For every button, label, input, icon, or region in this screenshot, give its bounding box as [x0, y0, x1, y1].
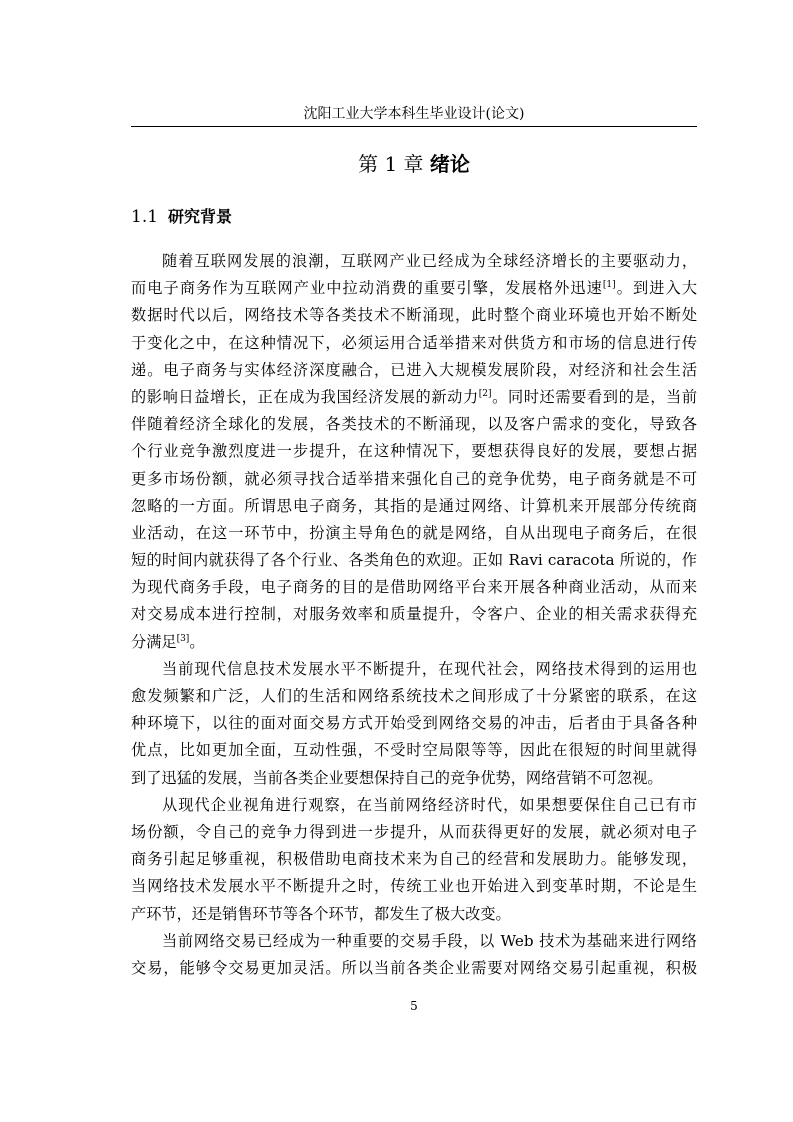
- line-text: 递。电子商务与实体经济深度融合，已进入大规模发展阶段，对经济和社会生活: [131, 360, 697, 379]
- line-text: 忽略的一方面。所谓思电子商务，其指的是通过网络、计算机来开展部分传统商: [131, 496, 697, 515]
- line-text: 对交易成本进行控制，对服务效率和质量提升，令客户、企业的相关需求获得充: [131, 605, 697, 624]
- text-line: [131, 792, 697, 819]
- text-line: [131, 901, 697, 928]
- text-line: [131, 737, 697, 764]
- citation-ref: [2]: [478, 388, 492, 399]
- line-text: 伴随着经济全球化的发展，各类技术的不断涌现，以及客户需求的变化，导致各: [131, 415, 697, 434]
- text-line: [131, 928, 697, 955]
- section-heading: [131, 203, 232, 231]
- chapter-number: 第 1 章: [358, 152, 424, 176]
- chapter-title: [131, 150, 697, 178]
- section-title-text: 研究背景: [168, 207, 233, 226]
- chapter-title-text: 绪论: [429, 152, 470, 176]
- text-line: [131, 683, 697, 710]
- line-text: 当前现代信息技术发展水平不断提升，在现代社会，网络技术得到的运用也: [162, 659, 697, 678]
- text-line: [131, 574, 697, 601]
- text-line: [131, 493, 697, 520]
- line-text: 当前网络交易已经成为一种重要的交易手段，以 Web 技术为基础来进行网络: [162, 931, 697, 950]
- line-text-continued: 。: [189, 632, 205, 651]
- text-line: [131, 710, 697, 737]
- text-line: [131, 248, 697, 275]
- line-text: 从现代企业视角进行观察，在当前网络经济时代，如果想要保住自己已有市: [162, 795, 697, 814]
- text-line: [131, 438, 697, 465]
- text-line: [131, 819, 697, 846]
- text-line: [131, 275, 697, 302]
- line-text-continued: 。到进入大: [615, 279, 697, 298]
- section-number: 1.1: [131, 207, 159, 227]
- text-line: [131, 656, 697, 683]
- text-line: [131, 846, 697, 873]
- text-line: [131, 629, 697, 656]
- line-text: 愈发频繁和广泛，人们的生活和网络系统技术之间形成了十分紧密的联系，在这: [131, 687, 697, 705]
- line-text: 于变化之中，在这种情况下，必须运用合适举措来对供货方和市场的信息进行传: [131, 333, 697, 352]
- line-text: 个行业竞争激烈度进一步提升，在这种情况下，要想获得良好的发展，要想占据: [131, 442, 697, 461]
- line-text: 分满足: [131, 632, 177, 651]
- line-text: 产环节，还是销售环节等各个环节，都发生了极大改变。: [131, 904, 511, 923]
- line-text: 更多市场份额，就必须寻找合适举措来强化自己的竞争优势，电子商务就是不可: [131, 469, 697, 488]
- line-text: 的影响日益增长，正在成为我国经济发展的新动力: [131, 387, 479, 406]
- text-line: [131, 520, 697, 547]
- running-header: 沈阳工业大学本科生毕业设计(论文): [303, 106, 525, 122]
- text-line: [131, 357, 697, 384]
- text-line: [131, 302, 697, 329]
- text-line: [131, 330, 697, 357]
- text-line: [131, 466, 697, 493]
- line-text: 数据时代以后，网络技术等各类技术不断涌现，此时整个商业环境也开始不断处: [131, 306, 697, 325]
- citation-ref: [3]: [176, 633, 190, 644]
- line-text: 业活动，在这一环节中，扮演主导角色的就是网络，自从出现电子商务后，在很: [131, 523, 697, 542]
- line-text: 而电子商务作为互联网产业中拉动消费的重要引擎，发展格外迅速: [131, 279, 603, 298]
- line-text: 种环境下，以往的面对面交易方式开始受到网络交易的冲击，后者由于具备各种: [131, 714, 697, 733]
- text-line: [131, 601, 697, 628]
- header-rule: [131, 126, 697, 127]
- line-text: 短的时间内就获得了各个行业、各类角色的欢迎。正如 Ravi caracota 所说的，作: [131, 551, 697, 570]
- citation-ref: [1]: [602, 280, 616, 291]
- line-text: 为现代商务手段，电子商务的目的是借助网络平台来开展各种商业活动，从而来: [131, 578, 697, 597]
- text-line: [131, 547, 697, 574]
- line-text: 当网络技术发展水平不断提升之时，传统工业也开始进入到变革时期，不论是生: [131, 877, 697, 896]
- text-line: [131, 411, 697, 438]
- line-text: 交易，能够令交易更加灵活。所以当前各类企业需要对网络交易引起重视，积极: [131, 958, 697, 977]
- text-line: [131, 384, 697, 411]
- body-text: [131, 248, 697, 982]
- text-line: [131, 873, 697, 900]
- line-text: 优点，比如更加全面，互动性强，不受时空局限等等，因此在很短的时间里就得: [131, 741, 697, 760]
- line-text: 场份额，令自己的竞争力得到进一步提升，从而获得更好的发展，就必须对电子: [131, 822, 697, 841]
- line-text: 商务引起足够重视，积极借助电商技术来为自己的经营和发展助力。能够发现，: [131, 850, 697, 869]
- text-line: [131, 765, 697, 792]
- page-number: 5: [410, 999, 418, 1013]
- line-text: 到了迅猛的发展，当前各类企业要想保持自己的竞争优势，网络营销不可忽视。: [131, 768, 663, 787]
- text-line: [131, 955, 697, 982]
- line-text-continued: 。同时还需要看到的是，当前: [491, 387, 697, 406]
- line-text: 随着互联网发展的浪潮，互联网产业已经成为全球经济增长的主要驱动力，: [162, 252, 697, 270]
